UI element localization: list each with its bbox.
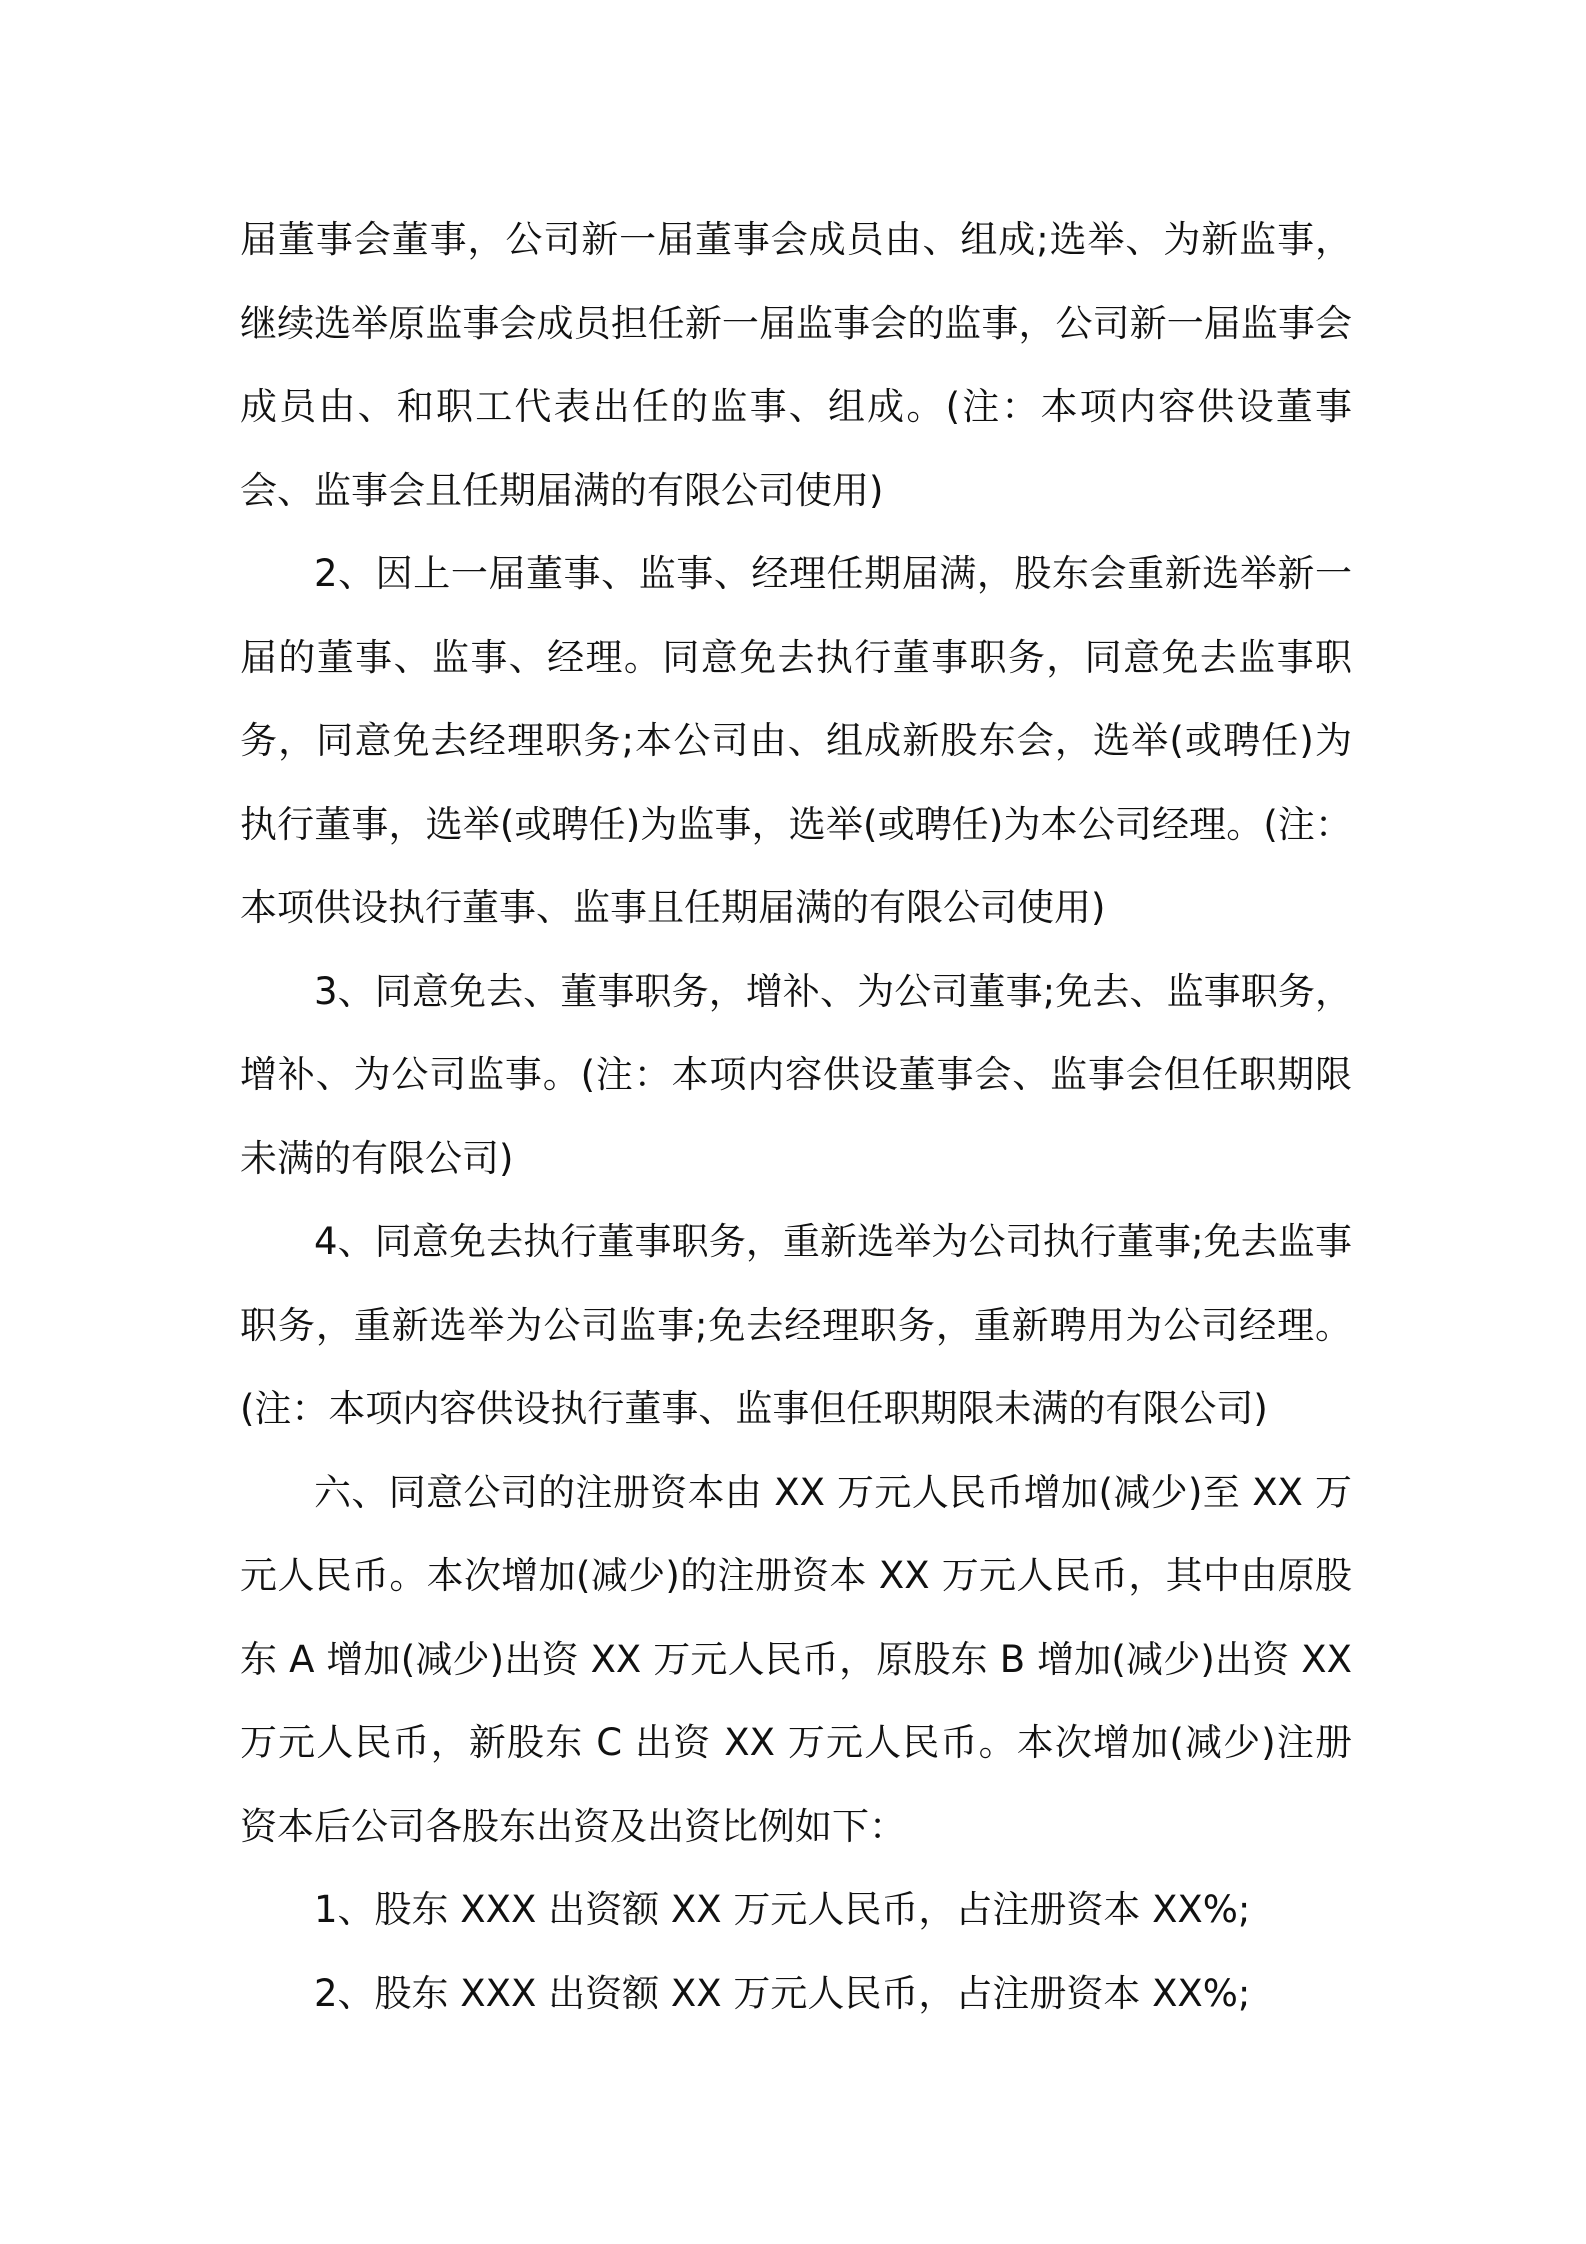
shareholder-item-1: 1、股东 XXX 出资额 XX 万元人民币，占注册资本 XX%; [314, 1888, 1251, 1931]
paragraph-item-3: 3、同意免去、董事职务，增补、为公司董事;免去、监事职务，增补、为公司监事。(注：本项内容供设董事会、监事会但任职期限未满的有限公司) [240, 969, 1352, 1180]
shareholder-item-2: 2、股东 XXX 出资额 XX 万元人民币，占注册资本 XX%; [314, 1971, 1251, 2015]
paragraph-continuation: 届董事会董事，公司新一届董事会成员由、组成;选举、为新监事，继续选举原监事会成员担任新一届监事会的监事，公司新一届监事会成员由、和职工代表出任的监事、组成。(注：本项内容供设董事会、监事会且任期届满的有限公司使用) [240, 218, 1352, 512]
paragraph-item-4: 4、同意免去执行董事职务，重新选举为公司执行董事;免去监事职务，重新选举为公司监事;免去经理职务，重新聘用为公司经理。(注：本项内容供设执行董事、监事但任职期限未满的有限公司) [240, 1220, 1352, 1430]
document-body [240, 198, 1352, 2035]
paragraph-section-six: 六、同意公司的注册资本由 XX 万元人民币增加(减少)至 XX 万元人民币。本次增加(减少)的注册资本 XX 万元人民币，其中由原股东 A 增加(减少)出资 XX 万元人民币，原股东 B 增加(减少)出资 XX 万元人民币，新股东 C 出资 XX 万元人民币。本次增加(减少)注册资本后公司各股东出资及出资比例如下： [240, 1470, 1352, 1848]
paragraph-item-2: 2、因上一届董事、监事、经理任期届满，股东会重新选举新一届的董事、监事、经理。同意免去执行董事职务，同意免去监事职务，同意免去经理职务;本公司由、组成新股东会，选举(或聘任)为执行董事，选举(或聘任)为监事，选举(或聘任)为本公司经理。(注：本项供设执行董事、监事且任期届满的有限公司使用) [240, 552, 1352, 929]
